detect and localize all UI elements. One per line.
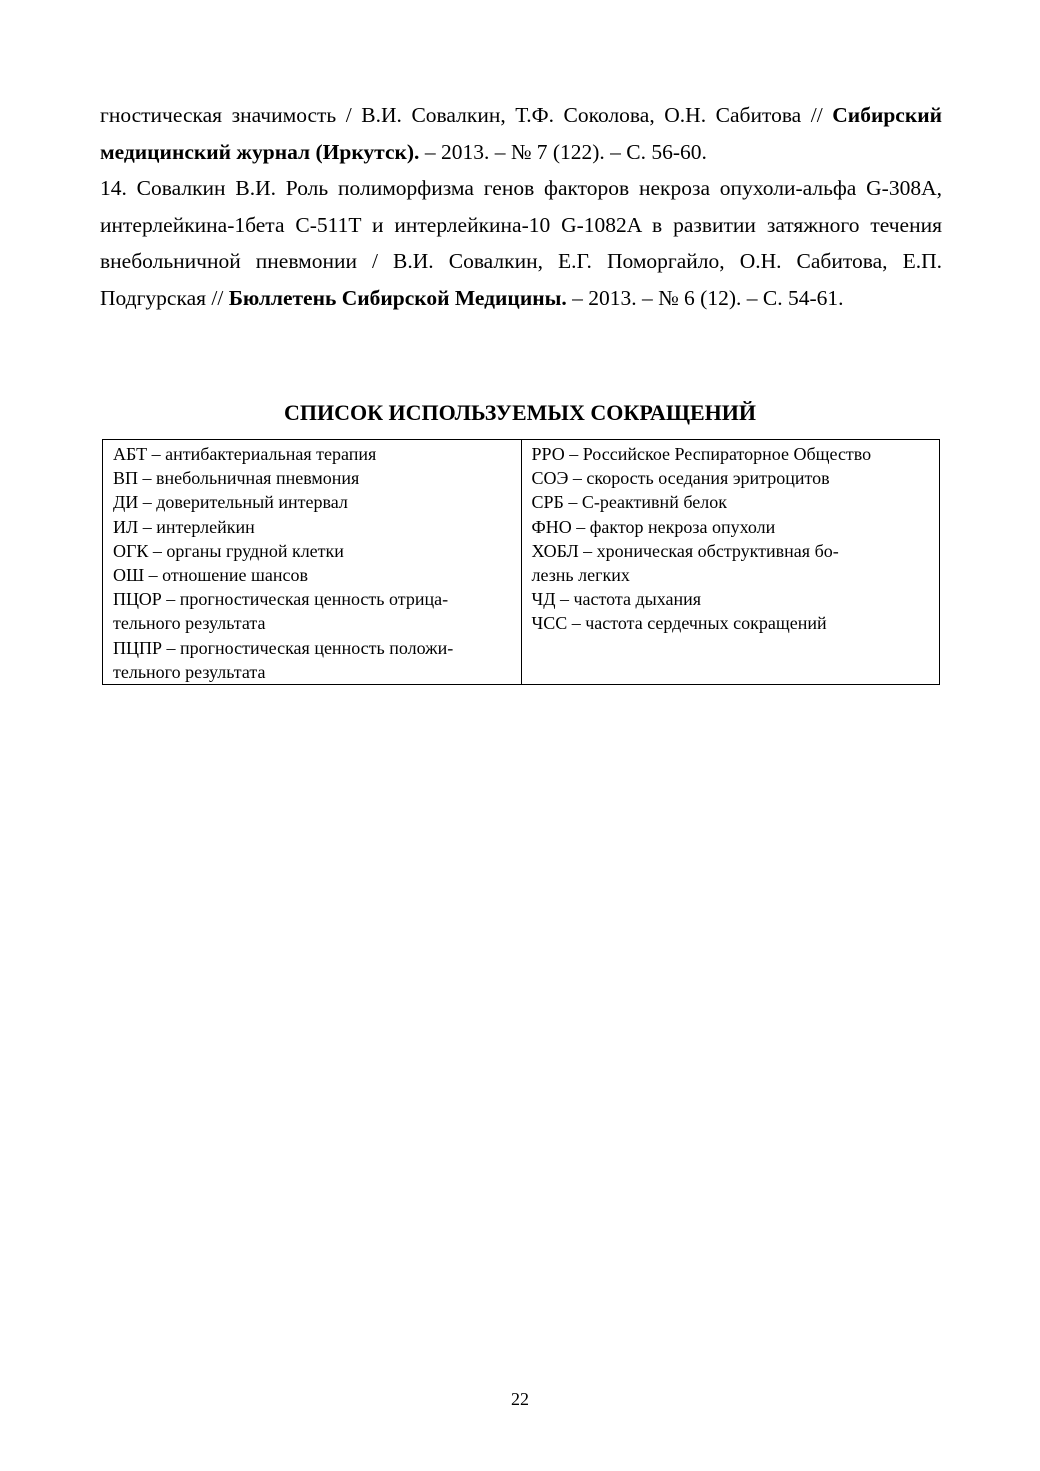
references-list [100,97,942,316]
abbreviation-line: ПЦПР – прогностическая ценность положи- [113,637,454,658]
abbreviation-line: ХОБЛ – хроническая обструктивная бо- [531,540,839,561]
abbreviation-line: ВП – внебольничная пневмония [113,468,360,489]
table-row [103,440,940,685]
abbreviation-line: ИЛ – интерлейкин [113,516,255,537]
abbreviation-line: ПЦОР – прогностическая ценность отрица- [113,589,449,610]
section-title: СПИСОК ИСПОЛЬЗУЕМЫХ СОКРАЩЕНИЙ [283,400,757,425]
abbreviations-right-column [521,440,940,685]
abbreviation-line: АБТ – антибактериальная терапия [113,444,377,464]
abbreviation-line: ЧД – частота дыхания [531,589,702,610]
reference-text: гностическая значимость / В.И. Совалкин, Т.Ф. Соколова, О.Н. Сабитова // [100,103,833,127]
abbreviation-line: ЧСС – частота сердечных сокращений [531,613,827,634]
reference-text: – 2013. – № 6 (12). – С. 54-61. [566,285,844,310]
abbreviation-line: ФНО – фактор некроза опухоли [531,516,776,537]
abbreviation-line: тельного результата [113,613,266,634]
reference-14 [100,170,942,316]
abbreviations-table [102,439,940,685]
abbreviation-line: СОЭ – скорость оседания эритроцитов [531,468,830,489]
abbreviation-line: лезнь легких [531,565,630,586]
reference-13-continuation [100,97,942,170]
reference-text: 14. Совалкин В.И. Роль полиморфизма генов факторов некроза опухоли-альфа G-308A, интерлейкина-1бета C-511T и интерлейкина-10 G-1082A в развитии затяжного течения внебольничной пневмонии / В.И. Совалкин, Е.Г. Поморгайло, О.Н. Сабитова, Е.П. Подгурская // [100,176,942,310]
abbreviation-line: СРБ – С-реактивнй белок [531,492,727,513]
abbreviation-line: тельного результата [113,661,266,682]
abbreviations-left-column [103,440,522,685]
abbreviation-line: РРО – Российское Респираторное Общество [531,444,872,464]
abbreviation-line: ОШ – отношение шансов [113,565,308,586]
abbreviation-line: ОГК – органы грудной клетки [113,540,344,561]
journal-name: Бюллетень Сибирской Медицины. [228,285,567,310]
reference-text: – 2013. – № 7 (122). – С. 56-60. [419,139,707,164]
abbreviation-line: ДИ – доверительный интервал [113,492,348,513]
journal-name: Сибирский медицинский журнал (Иркутск). [100,103,942,164]
page-number: 22 [511,1389,529,1409]
